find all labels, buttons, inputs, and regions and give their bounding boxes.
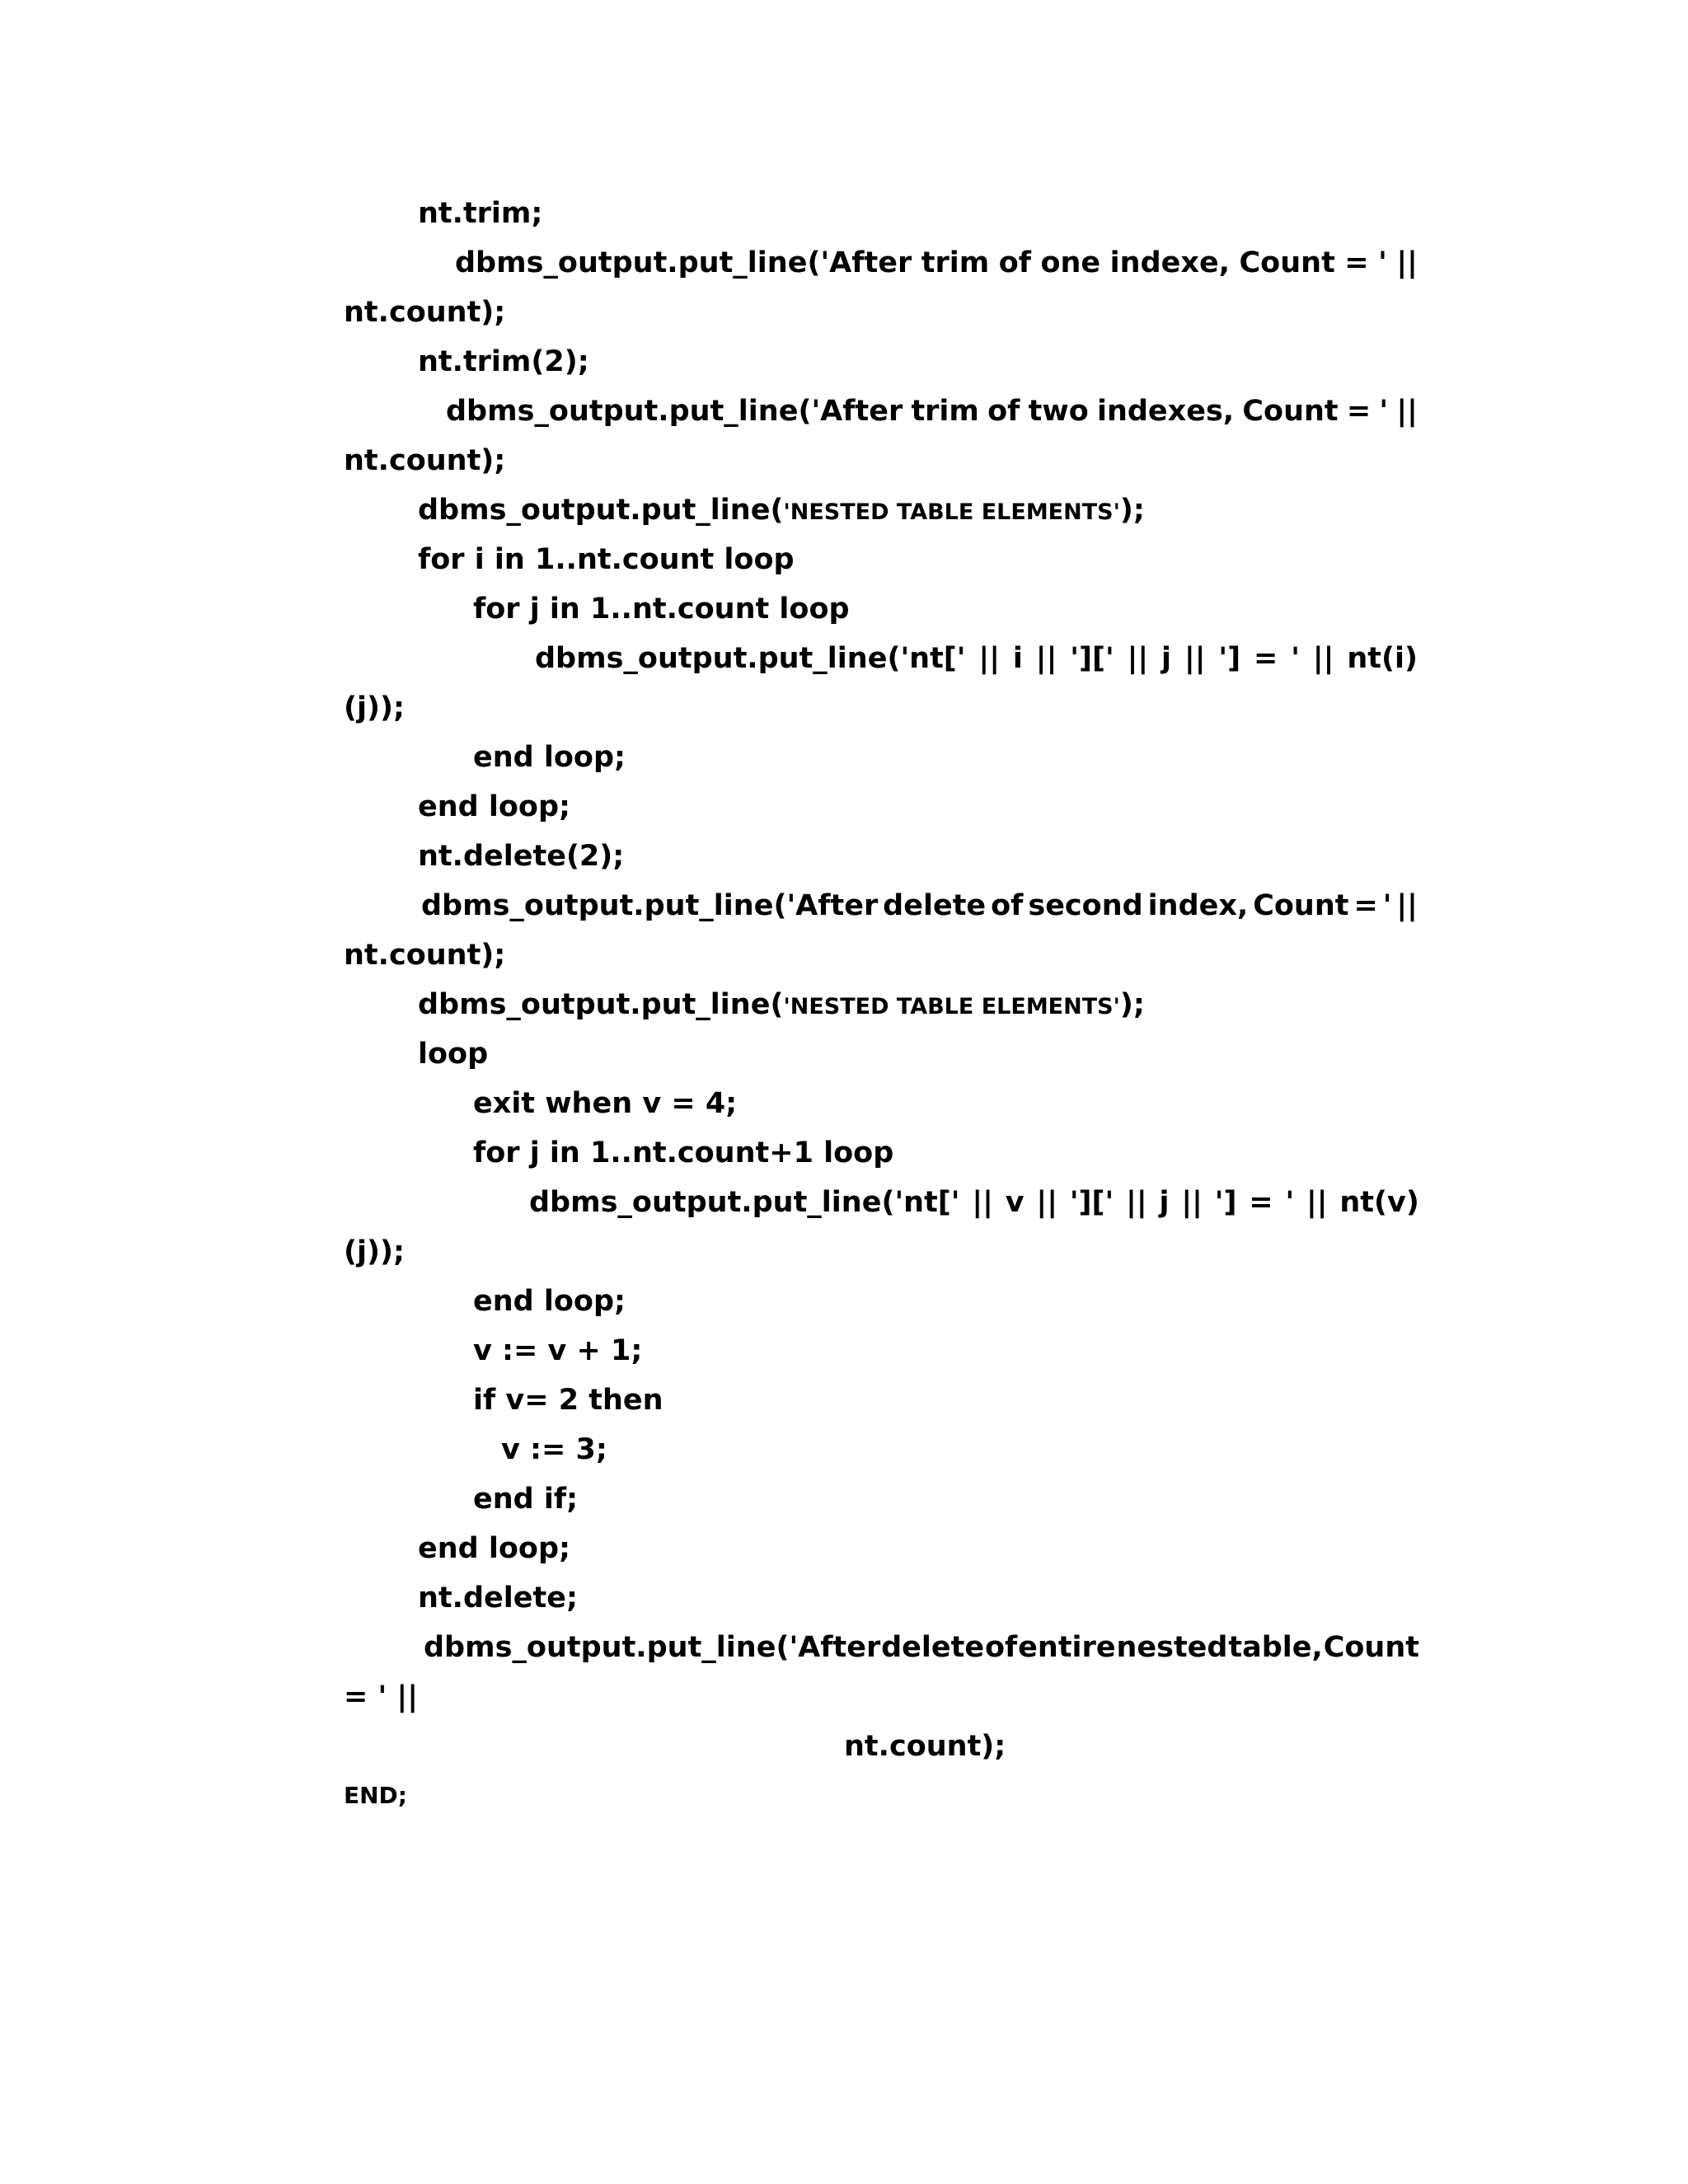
code-line: (j)); xyxy=(344,1235,405,1268)
code-word: ' xyxy=(1379,395,1389,428)
code-line: nt.trim(2); xyxy=(418,345,589,378)
code-word: dbms_output.put_line('After xyxy=(446,395,903,428)
code-word: || xyxy=(1036,1186,1057,1219)
code-line: nt.trim; xyxy=(418,197,543,230)
code-word: || xyxy=(978,642,1000,675)
code-line xyxy=(418,492,1145,531)
code-word: entire xyxy=(1018,1631,1116,1664)
code-word: delete xyxy=(883,889,987,922)
code-line: end loop; xyxy=(473,741,626,774)
code-line xyxy=(455,245,1418,281)
code-word: = xyxy=(1346,395,1372,428)
code-word: Count xyxy=(1323,1631,1419,1664)
code-word: of xyxy=(987,395,1020,428)
code-word: || xyxy=(1306,1186,1328,1219)
code-word: ' xyxy=(1291,642,1300,675)
code-word: = xyxy=(1353,889,1378,922)
code-line: for j in 1..nt.count loop xyxy=(473,593,850,626)
code-word: j xyxy=(1159,1186,1170,1219)
code-word: index, xyxy=(1147,889,1249,922)
code-word: dbms_output.put_line('After xyxy=(421,889,879,922)
code-word: indexes, xyxy=(1096,395,1235,428)
code-word: ' xyxy=(1378,246,1387,279)
code-line xyxy=(421,888,1418,924)
code-word: = xyxy=(1344,246,1369,279)
code-word: || xyxy=(1181,1186,1203,1219)
code-fragment: dbms_output.put_line( xyxy=(418,988,784,1021)
code-word: dbms_output.put_line('nt[' xyxy=(535,642,966,675)
code-word: '][' xyxy=(1069,1186,1114,1219)
code-word: dbms_output.put_line('After xyxy=(455,246,912,279)
string-literal: 'NESTED TABLE ELEMENTS' xyxy=(783,994,1120,1019)
code-word: dbms_output.put_line('After xyxy=(424,1631,881,1664)
code-word: j xyxy=(1161,642,1172,675)
code-word: || xyxy=(1184,642,1206,675)
code-line: END; xyxy=(344,1782,407,1809)
code-word: second xyxy=(1028,889,1143,922)
code-line: end loop; xyxy=(418,790,571,823)
code-line: nt.count); xyxy=(344,444,506,477)
code-line: if v= 2 then xyxy=(473,1384,663,1417)
code-line: nt.delete; xyxy=(418,1582,578,1615)
code-word: delete xyxy=(881,1631,985,1664)
code-line: for j in 1..nt.count+1 loop xyxy=(473,1137,894,1169)
code-word: || xyxy=(1396,395,1418,428)
code-word: ' xyxy=(1285,1186,1295,1219)
code-fragment: ); xyxy=(1119,494,1145,527)
code-line: nt.count); xyxy=(344,939,506,972)
code-word: table, xyxy=(1228,1631,1323,1664)
code-line xyxy=(446,393,1418,429)
code-word: '][' xyxy=(1070,642,1114,675)
code-word: v xyxy=(1005,1186,1025,1219)
code-word: = xyxy=(1254,642,1278,675)
code-line: end loop; xyxy=(473,1285,626,1318)
code-line xyxy=(424,1629,1419,1666)
code-line: nt.delete(2); xyxy=(418,840,625,873)
string-literal: 'NESTED TABLE ELEMENTS' xyxy=(783,499,1120,525)
code-word: Count xyxy=(1239,246,1335,279)
code-line xyxy=(529,1184,1419,1221)
code-fragment: dbms_output.put_line( xyxy=(418,494,784,527)
code-fragment: ); xyxy=(1119,988,1145,1021)
code-word: = xyxy=(1249,1186,1273,1219)
code-line: v := 3; xyxy=(501,1433,607,1466)
code-word: nt(i) xyxy=(1347,642,1418,675)
code-word: || xyxy=(972,1186,993,1219)
code-line xyxy=(418,987,1145,1025)
code-line: v := v + 1; xyxy=(473,1334,643,1367)
code-line: nt.count); xyxy=(844,1730,1006,1763)
code-word: of xyxy=(991,889,1024,922)
code-line: = ' || xyxy=(344,1680,418,1713)
code-word: nt(v) xyxy=(1339,1186,1419,1219)
code-word: trim xyxy=(921,246,990,279)
code-word: indexe, xyxy=(1109,246,1230,279)
code-word: '] xyxy=(1218,642,1241,675)
code-line: end if; xyxy=(473,1483,579,1516)
code-word: i xyxy=(1012,642,1023,675)
code-line: loop xyxy=(418,1038,489,1071)
code-word: || xyxy=(1126,1186,1147,1219)
code-line: for i in 1..nt.count loop xyxy=(418,543,795,576)
code-word: two xyxy=(1028,395,1089,428)
code-word: Count xyxy=(1242,395,1339,428)
code-line: (j)); xyxy=(344,691,405,724)
code-word: one xyxy=(1040,246,1101,279)
code-word: ' xyxy=(1382,889,1392,922)
code-word: || xyxy=(1312,642,1334,675)
code-word: nested xyxy=(1116,1631,1228,1664)
code-word: || xyxy=(1396,889,1418,922)
code-line: exit when v = 4; xyxy=(473,1087,738,1120)
code-line: end loop; xyxy=(418,1532,571,1565)
code-word: || xyxy=(1396,246,1418,279)
code-word: of xyxy=(985,1631,1018,1664)
code-word: trim xyxy=(911,395,979,428)
code-word: of xyxy=(998,246,1031,279)
code-line: nt.count); xyxy=(344,296,506,329)
code-word: '] xyxy=(1214,1186,1237,1219)
code-line xyxy=(535,640,1418,677)
code-word: Count xyxy=(1253,889,1349,922)
code-word: dbms_output.put_line('nt[' xyxy=(529,1186,960,1219)
code-word: || xyxy=(1035,642,1057,675)
code-word: || xyxy=(1127,642,1149,675)
